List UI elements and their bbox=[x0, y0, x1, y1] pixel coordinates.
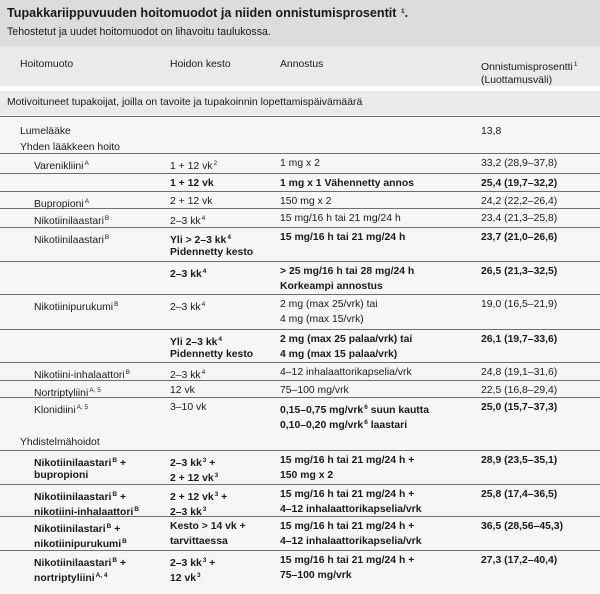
cell-text: 75–100 mg/vrk bbox=[280, 385, 349, 396]
cell-duration2 bbox=[170, 469, 218, 486]
cell-text: 25,4 (19,7–32,2) bbox=[481, 178, 558, 189]
section-label: Motivoituneet tupakoijat, joilla on tavoite ja tupakoinnin lopettamispäivämäärä bbox=[7, 97, 363, 108]
cell-text: 24,8 (19,1–31,6) bbox=[481, 367, 558, 378]
cell-text: 28,9 (23,5–35,1) bbox=[481, 455, 558, 466]
cell-text: 2–3 kk bbox=[170, 370, 201, 381]
cell-success bbox=[481, 157, 557, 171]
footnote-marker: 4 bbox=[218, 336, 222, 343]
row-divider bbox=[0, 173, 600, 174]
cell-text: 15 mg/16 h tai 21 mg/24 h bbox=[280, 232, 406, 243]
cell-text: 15 mg/16 h tai 21 mg/24 h + bbox=[280, 455, 415, 466]
footnote-marker: B bbox=[134, 506, 139, 513]
cell-text: 2–3 kk bbox=[170, 507, 202, 518]
cell-text: Yhden lääkkeen hoito bbox=[20, 142, 120, 153]
cell-suffix: + bbox=[206, 558, 216, 569]
header-duration: Hoidon kesto bbox=[170, 59, 231, 70]
cell-text: 2 + 12 vk bbox=[170, 492, 214, 503]
cell-text: Kesto > 14 vk + bbox=[170, 521, 246, 532]
cell-text: 2 mg (max 25/vrk) tai bbox=[280, 299, 378, 310]
cell-text: 2–3 kk bbox=[170, 302, 201, 313]
cell-duration bbox=[170, 157, 217, 174]
cell-text: 2 mg (max 25 palaa/vrk) tai bbox=[280, 334, 413, 345]
cell-text: 2–3 kk bbox=[170, 216, 201, 227]
cell-duration bbox=[170, 384, 195, 398]
cell-treatment bbox=[20, 125, 71, 139]
cell-suffix: + bbox=[117, 558, 127, 569]
cell-duration bbox=[170, 366, 205, 383]
footnote-marker: B bbox=[112, 457, 118, 464]
cell-success bbox=[481, 520, 563, 534]
cell-dose2 bbox=[280, 280, 383, 294]
cell-text: Bupropioni bbox=[34, 199, 84, 210]
cell-treatment2 bbox=[34, 503, 139, 520]
cell-text: Nikotiinipurukumi bbox=[34, 302, 114, 313]
cell-text: 4–12 inhalaattorikapselia/vrk bbox=[280, 367, 412, 378]
cell-treatment bbox=[34, 195, 89, 212]
cell-text: 4 mg (max 15/vrk) bbox=[280, 314, 364, 325]
cell-dose bbox=[280, 195, 331, 209]
cell-suffix: suun kautta bbox=[367, 405, 430, 416]
cell-text: 13,8 bbox=[481, 126, 502, 137]
cell-text: 33,2 (28,9–37,8) bbox=[481, 158, 558, 169]
cell-treatment bbox=[34, 298, 118, 315]
row-divider bbox=[0, 329, 600, 330]
footnote-marker: B bbox=[104, 234, 110, 241]
row-divider bbox=[0, 362, 600, 363]
cell-text: 25,8 (17,4–36,5) bbox=[481, 489, 558, 500]
footnote-marker: A bbox=[84, 198, 90, 205]
cell-dose2 bbox=[280, 348, 397, 362]
cell-text: 15 mg/16 h tai 21 mg/24 h + bbox=[280, 521, 415, 532]
footnote-marker: 4 bbox=[201, 301, 206, 308]
footnote-marker: A, 4 bbox=[95, 572, 108, 579]
footnote-marker: 4 bbox=[227, 234, 231, 241]
footnote-marker: 3 bbox=[202, 457, 207, 464]
cell-success bbox=[481, 384, 557, 398]
cell-text: 150 mg x 2 bbox=[280, 470, 334, 481]
cell-success bbox=[481, 401, 557, 415]
header-success-ci: (Luottamusväli) bbox=[481, 75, 553, 86]
cell-text: 0,15–0,75 mg/vrk bbox=[280, 405, 364, 416]
cell-dose2 bbox=[280, 313, 364, 327]
footnote-marker: A, 5 bbox=[76, 404, 89, 411]
footnote-marker: 6 bbox=[364, 419, 368, 426]
cell-text: Nikotiinilaastari bbox=[34, 492, 112, 503]
table-subtitle: Tehostetut ja uudet hoitomuodot on lihavoitu taulukossa. bbox=[7, 26, 271, 38]
table-title: Tupakkariippuvuuden hoitomuodot ja niiden onnistumisprosentit $^1$. bbox=[7, 6, 409, 20]
cell-text: Pidennetty kesto bbox=[170, 349, 254, 360]
cell-treatment bbox=[34, 231, 109, 248]
footnote-marker: 2 bbox=[213, 160, 218, 167]
footnote-marker: 3 bbox=[202, 557, 207, 564]
header-success-text: Onnistumisprosentti bbox=[481, 62, 573, 73]
row-divider bbox=[0, 484, 600, 485]
cell-text: Nikotiinilaastari bbox=[34, 458, 112, 469]
cell-treatment bbox=[20, 436, 100, 450]
cell-dose bbox=[280, 554, 414, 568]
cell-duration2 bbox=[170, 535, 228, 549]
footnote-marker: B bbox=[114, 301, 119, 308]
footnote-marker: 3 bbox=[214, 472, 219, 479]
cell-text: 2 + 12 vk bbox=[170, 473, 214, 484]
cell-treatment bbox=[34, 366, 130, 383]
cell-dose bbox=[280, 366, 412, 380]
cell-success bbox=[481, 212, 557, 226]
row-divider bbox=[0, 116, 600, 117]
cell-text: 2–3 kk bbox=[170, 269, 202, 280]
cell-text: Nortriptyliini bbox=[34, 388, 89, 399]
cell-duration bbox=[170, 177, 214, 191]
cell-duration2 bbox=[170, 348, 253, 362]
cell-success bbox=[481, 231, 557, 245]
cell-success bbox=[481, 125, 501, 139]
cell-text: Klonidiini bbox=[34, 405, 76, 416]
cell-success bbox=[481, 454, 557, 468]
cell-dose bbox=[280, 231, 405, 245]
footnote-marker: B bbox=[106, 523, 112, 530]
cell-text: 12 vk bbox=[170, 573, 197, 584]
cell-text: Nikotiini-inhalaattori bbox=[34, 370, 125, 381]
table-title-text: Tupakkariippuvuuden hoitomuodot ja niiden onnistumisprosentit bbox=[7, 6, 397, 20]
cell-text: 15 mg/16 h tai 21 mg/24 h + bbox=[280, 555, 415, 566]
cell-success bbox=[481, 366, 557, 380]
cell-text: Yli 2–3 kk bbox=[170, 337, 218, 348]
cell-text: 23,4 (21,3–25,8) bbox=[481, 213, 558, 224]
footnote-marker: 4 bbox=[201, 215, 206, 222]
cell-dose2 bbox=[280, 569, 352, 583]
cell-text: 25,0 (15,7–37,3) bbox=[481, 402, 558, 413]
footnote-marker: B bbox=[112, 491, 118, 498]
cell-suffix: + bbox=[218, 492, 228, 503]
cell-text: 2 + 12 vk bbox=[170, 196, 213, 207]
header-success bbox=[481, 58, 577, 87]
footnote-marker: 4 bbox=[202, 268, 207, 275]
cell-text: Yli > 2–3 kk bbox=[170, 235, 227, 246]
cell-text: 1 mg x 2 bbox=[280, 158, 320, 169]
cell-text: 23,7 (21,0–26,6) bbox=[481, 232, 558, 243]
cell-dose bbox=[280, 333, 412, 347]
cell-duration bbox=[170, 298, 205, 315]
cell-treatment bbox=[34, 157, 89, 174]
footnote-marker: B bbox=[112, 557, 118, 564]
cell-treatment bbox=[20, 141, 120, 155]
cell-text: Nikotiinilaastari bbox=[34, 558, 112, 569]
cell-text: Nikotiinilaastari bbox=[34, 235, 104, 246]
cell-duration2 bbox=[170, 503, 206, 520]
cell-success bbox=[481, 265, 557, 279]
cell-text: 1 + 12 vk bbox=[170, 161, 213, 172]
cell-duration bbox=[170, 520, 246, 534]
cell-text: Korkeampi annostus bbox=[280, 281, 383, 292]
cell-treatment bbox=[34, 401, 88, 418]
header-dose: Annostus bbox=[280, 59, 324, 70]
cell-text: 4–12 inhalaattorikapselia/vrk bbox=[280, 504, 422, 515]
cell-text: 1 + 12 vk bbox=[170, 178, 214, 189]
cell-treatment bbox=[34, 384, 101, 401]
cell-suffix: laastari bbox=[367, 420, 408, 431]
row-divider bbox=[0, 191, 600, 192]
cell-text: 2–3 kk bbox=[170, 458, 202, 469]
cell-text: 12 vk bbox=[170, 385, 195, 396]
cell-dose bbox=[280, 157, 320, 171]
cell-text: 27,3 (17,2–40,4) bbox=[481, 555, 558, 566]
cell-duration bbox=[170, 212, 205, 229]
footnote-marker: 3 bbox=[202, 506, 207, 513]
cell-text: Varenikliini bbox=[34, 161, 84, 172]
cell-text: nikotiinipurukumi bbox=[34, 539, 122, 550]
cell-dose bbox=[280, 520, 414, 534]
cell-text: 15 mg/16 h tai 21 mg/24 h + bbox=[280, 489, 415, 500]
cell-treatment2 bbox=[34, 469, 88, 483]
cell-text: 19,0 (16,5–21,9) bbox=[481, 299, 558, 310]
footnote-marker: 3 bbox=[214, 491, 219, 498]
row-divider bbox=[0, 450, 600, 451]
cell-dose bbox=[280, 177, 414, 191]
cell-duration2 bbox=[170, 246, 253, 260]
cell-suffix: + bbox=[117, 458, 127, 469]
cell-dose2 bbox=[280, 469, 333, 483]
cell-text: Yhdistelmähoidot bbox=[20, 437, 100, 448]
footnote-marker: B bbox=[125, 369, 131, 376]
cell-text: 22,5 (16,8–29,4) bbox=[481, 385, 558, 396]
cell-dose bbox=[280, 212, 401, 226]
cell-dose2 bbox=[280, 503, 422, 517]
cell-text: nikotiini-inhalaattori bbox=[34, 507, 134, 518]
cell-suffix: + bbox=[117, 492, 127, 503]
cell-text: bupropioni bbox=[34, 470, 89, 481]
cell-dose bbox=[280, 265, 414, 279]
cell-success bbox=[481, 333, 557, 347]
cell-dose bbox=[280, 488, 414, 502]
cell-text: 4 mg (max 15 palaa/vrk) bbox=[280, 349, 398, 360]
cell-text: 0,10–0,20 mg/vrk bbox=[280, 420, 364, 431]
cell-text: 36,5 (28,56–45,3) bbox=[481, 521, 564, 532]
cell-text: Pidennetty kesto bbox=[170, 247, 254, 258]
row-divider bbox=[0, 294, 600, 295]
cell-text: Nikotiinilaastari bbox=[34, 216, 104, 227]
cell-treatment2 bbox=[34, 569, 108, 586]
cell-text: nortriptyliini bbox=[34, 573, 95, 584]
cell-duration bbox=[170, 401, 206, 415]
row-divider bbox=[0, 261, 600, 262]
cell-text: tarvittaessa bbox=[170, 536, 228, 547]
cell-text: Nikotiinilastari bbox=[34, 524, 106, 535]
cell-text: 24,2 (22,2–26,4) bbox=[481, 196, 558, 207]
cell-text: Lumelääke bbox=[20, 126, 71, 137]
footnote-marker: B bbox=[104, 215, 110, 222]
cell-duration bbox=[170, 265, 206, 282]
cell-treatment bbox=[34, 212, 109, 229]
header-success-footnote: 1 bbox=[573, 61, 578, 68]
cell-success bbox=[481, 195, 557, 209]
table-title-footnote: 1 bbox=[400, 8, 405, 15]
footnote-marker: A bbox=[84, 160, 89, 167]
cell-text: > 25 mg/16 h tai 28 mg/24 h bbox=[280, 266, 415, 277]
cell-success bbox=[481, 554, 557, 568]
cell-text: 3–10 vk bbox=[170, 402, 207, 413]
cell-text: 4–12 inhalaattorikapselia/vrk bbox=[280, 536, 422, 547]
cell-suffix: + bbox=[206, 458, 216, 469]
cell-duration2 bbox=[170, 569, 201, 586]
cell-dose bbox=[280, 298, 378, 312]
cell-text: 26,5 (21,3–32,5) bbox=[481, 266, 558, 277]
cell-text: 26,1 (19,7–33,6) bbox=[481, 334, 558, 345]
footnote-marker: 4 bbox=[201, 369, 206, 376]
cell-text: 75–100 mg/vrk bbox=[280, 570, 352, 581]
cell-suffix: + bbox=[111, 524, 121, 535]
cell-text: 2–3 kk bbox=[170, 558, 202, 569]
footnote-marker: 3 bbox=[197, 572, 201, 579]
cell-dose bbox=[280, 454, 414, 468]
footnote-marker: A, 5 bbox=[89, 387, 101, 394]
cell-success bbox=[481, 488, 557, 502]
footnote-marker: 6 bbox=[364, 404, 368, 411]
cell-text: 150 mg x 2 bbox=[280, 196, 332, 207]
header-treatment: Hoitomuoto bbox=[20, 59, 74, 70]
cell-text: 1 mg x 1 Vähennetty annos bbox=[280, 178, 414, 189]
cell-dose2 bbox=[280, 416, 407, 433]
cell-duration bbox=[170, 195, 212, 209]
cell-success bbox=[481, 298, 557, 312]
cell-treatment2 bbox=[34, 535, 127, 552]
cell-dose bbox=[280, 384, 349, 398]
cell-dose2 bbox=[280, 535, 422, 549]
footnote-marker: B bbox=[122, 538, 127, 545]
cell-success bbox=[481, 177, 557, 191]
cell-text: 15 mg/16 h tai 21 mg/24 h bbox=[280, 213, 401, 224]
